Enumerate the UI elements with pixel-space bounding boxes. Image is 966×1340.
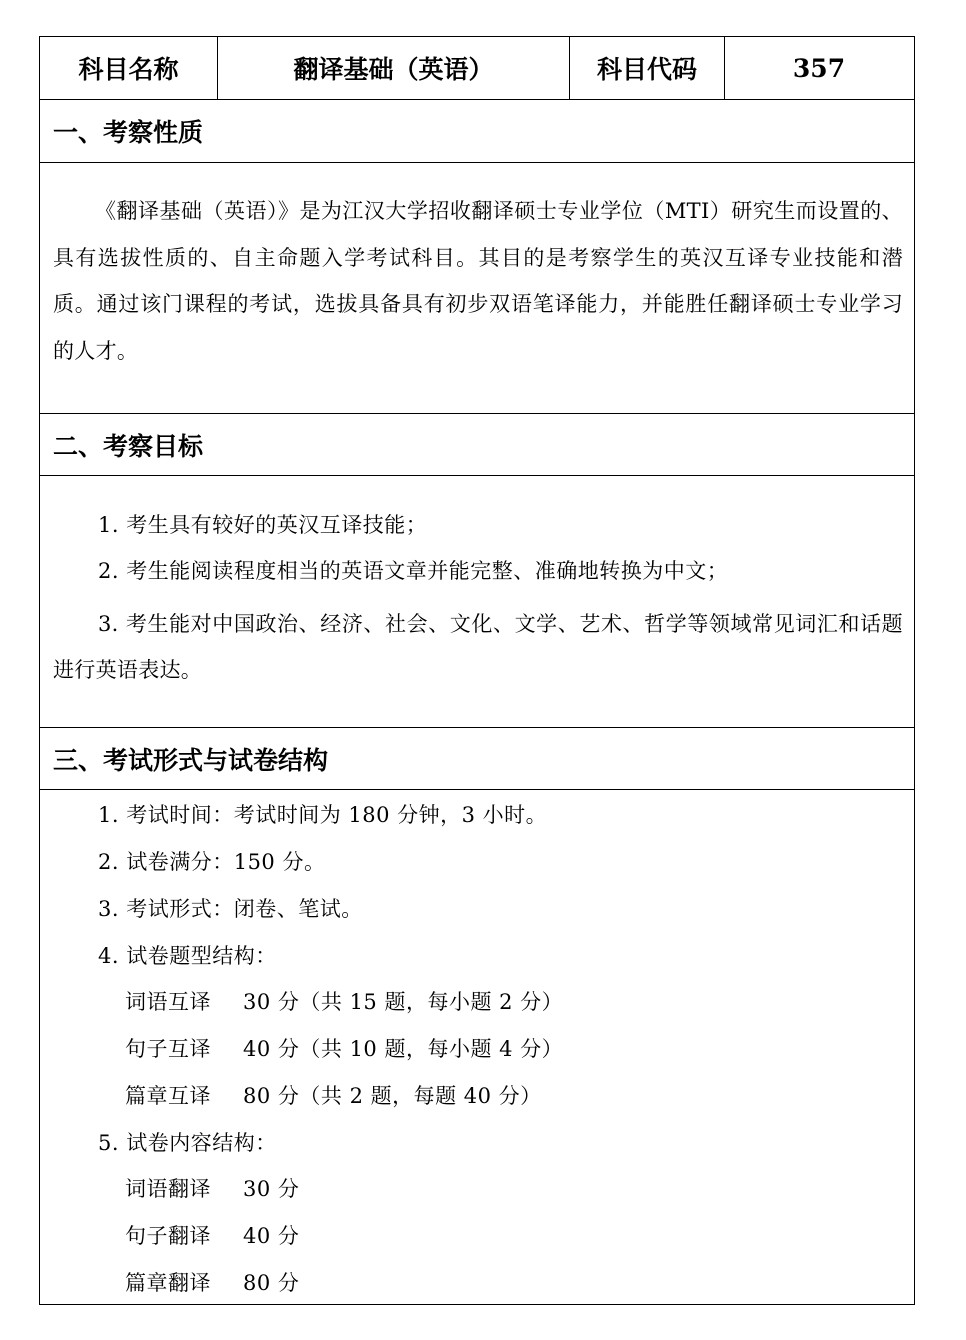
subject-name: 翻译基础（英语）: [217, 37, 569, 99]
section-3-body: [40, 791, 914, 1304]
question-type-detail: 30 分（共 15 题，每小题 2 分）: [243, 990, 564, 1014]
section-1-body: [40, 164, 914, 413]
section-2-body: [40, 477, 914, 727]
goal-item: 3. 考生能对中国政治、经济、社会、文化、文学、艺术、哲学等领域常见词汇和话题进行英语表达。: [53, 612, 903, 682]
goal-item: 2. 考生能阅读程度相当的英语文章并能完整、准确地转换为中文；: [98, 559, 729, 583]
content-row: [125, 1166, 299, 1212]
question-type-row: [125, 1073, 542, 1119]
content-score: 40 分: [243, 1224, 300, 1248]
exam-item: 4. 试卷题型结构：: [98, 944, 277, 968]
subject-name-label: 科目名称: [78, 55, 179, 84]
content-row: [125, 1260, 299, 1306]
question-type-name: 句子互译: [125, 1037, 211, 1061]
exam-item: 2. 试卷满分：150 分。: [98, 850, 326, 874]
syllabus-table: [39, 36, 915, 1305]
section-1-text: 《翻译基础（英语）》是为江汉大学招收翻译硕士专业学位（MTI）研究生而设置的、具有选拔性质的、自主命题入学考试科目。其目的是考察学生的英汉互译专业技能和潜质。通过该门课程的考试，选拔具备具有初步双语笔译能力，并能胜任翻译硕士专业学习的人才。: [53, 199, 903, 363]
question-type-name: 词语互译: [125, 990, 211, 1014]
content-row: [125, 1213, 299, 1259]
section-3-title: 三、考试形式与试卷结构: [40, 727, 914, 790]
question-type-detail: 80 分（共 2 题，每题 40 分）: [243, 1084, 542, 1108]
goal-item: 1. 考生具有较好的英汉互译技能；: [98, 513, 428, 537]
exam-item: 5. 试卷内容结构：: [98, 1131, 277, 1155]
question-type-name: 篇章互译: [125, 1084, 211, 1108]
header-row: [40, 37, 914, 100]
exam-item: 3. 考试形式：闭卷、笔试。: [98, 897, 363, 921]
question-type-row: [125, 979, 563, 1025]
question-type-row: [125, 1026, 563, 1072]
exam-item: 1. 考试时间：考试时间为 180 分钟，3 小时。: [98, 803, 548, 827]
subject-code: 357: [724, 37, 913, 99]
section-1-title: 一、考察性质: [40, 100, 914, 163]
content-name: 句子翻译: [125, 1224, 211, 1248]
content-score: 80 分: [243, 1271, 300, 1295]
content-name: 篇章翻译: [125, 1271, 211, 1295]
subject-code-label: 科目代码: [569, 37, 724, 99]
section-2-title: 二、考察目标: [40, 413, 914, 476]
content-score: 30 分: [243, 1177, 300, 1201]
question-type-detail: 40 分（共 10 题，每小题 4 分）: [243, 1037, 564, 1061]
content-name: 词语翻译: [125, 1177, 211, 1201]
